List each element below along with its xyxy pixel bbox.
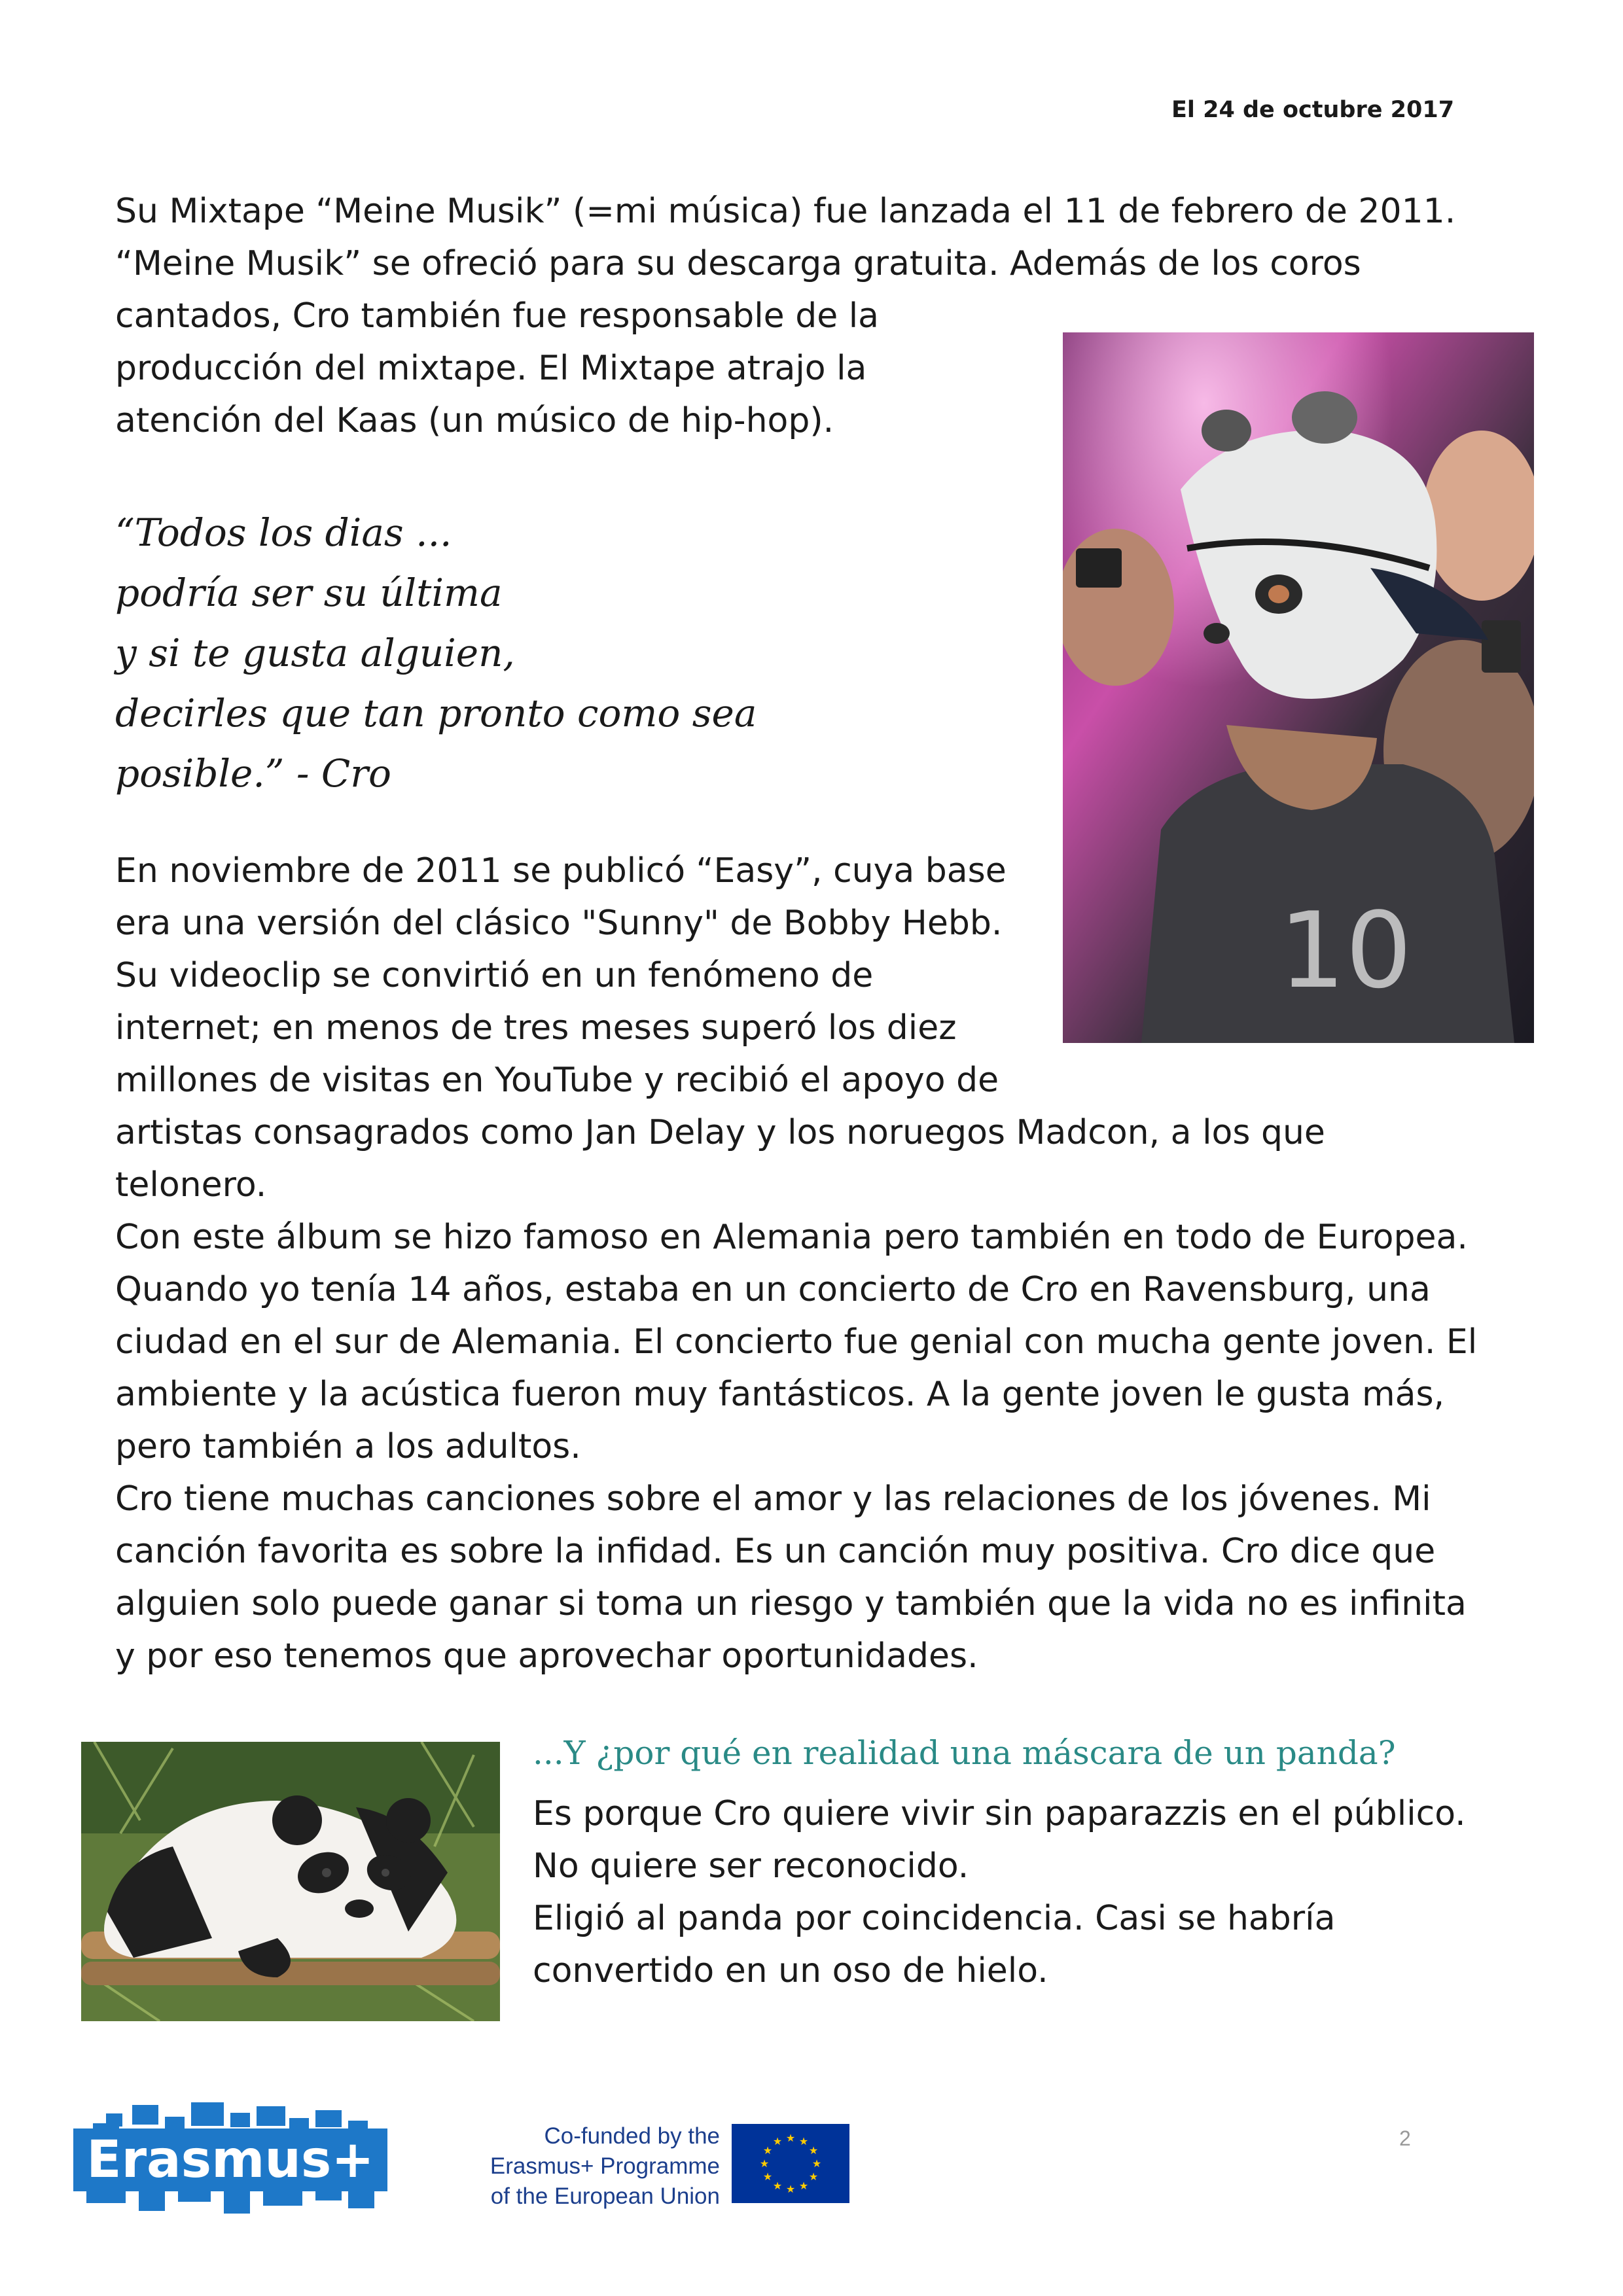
cofunded-notice [445,2121,720,2212]
svg-text:★: ★ [785,2183,796,2195]
panda-line: No quiere ser reconocido. [533,1846,969,1886]
panda-photo [81,1742,500,2021]
cofunded-line: of the European Union [490,2183,720,2209]
intro-line: “Meine Musik” se ofreció para su descarga gratuita. Además de los coros [115,244,1361,283]
svg-text:★: ★ [798,2135,809,2147]
panda-line: Eligió al panda por coincidencia. Casi se habría [533,1899,1336,1938]
main-line: telonero. [115,1165,267,1205]
intro-line: cantados, Cro también fue responsable de la [115,296,880,336]
intro-line: atención del Kaas (un músico de hip-hop). [115,401,834,440]
main-line: ambiente y la acústica fueron muy fantásticos. A la gente joven le gusta más, [115,1375,1445,1414]
main-line: y por eso tenemos que aprovechar oportunidades. [115,1636,978,1676]
quote-line: decirles que tan pronto como sea [115,691,757,735]
main-line: alguien solo puede ganar si toma un riesgo y también que la vida no es infinita [115,1584,1467,1623]
cofunded-line: Erasmus+ Programme [490,2153,720,2179]
main-line: Su videoclip se convirtió en un fenómeno de [115,956,874,995]
main-line: Con este álbum se hizo famoso en Alemania pero también en todo de Europea. [115,1218,1468,1257]
svg-text:★: ★ [808,2144,819,2157]
quote-line: posible.” - Cro [115,751,391,796]
svg-text:★: ★ [759,2157,770,2170]
intro-line: Su Mixtape “Meine Musik” (=mi música) fue lanzada el 11 de febrero de 2011. [115,192,1456,231]
svg-text:10: 10 [1279,889,1412,1012]
main-line: Cro tiene muchas canciones sobre el amor y las relaciones de los jóvenes. Mi [115,1479,1431,1519]
main-line: pero también a los adultos. [115,1427,581,1466]
quote-line: y si te gusta alguien, [115,631,515,675]
svg-text:★: ★ [772,2135,783,2147]
panda-line: Es porque Cro quiere vivir sin paparazzis en el público. [533,1794,1466,1833]
panda-line: convertido en un oso de hielo. [533,1951,1048,1990]
quote-line: “Todos los dias ... [115,510,452,555]
erasmus-logo [73,2097,387,2221]
document-date: El 24 de octubre 2017 [1171,97,1455,123]
main-line: ciudad en el sur de Alemania. El concierto fue genial con mucha gente joven. El [115,1322,1478,1362]
erasmus-logo-text: Erasmus+ [86,2130,374,2189]
main-line: era una versión del clásico "Sunny" de Bobby Hebb. [115,904,1003,943]
svg-text:★: ★ [808,2170,819,2183]
svg-text:★: ★ [785,2132,796,2144]
page-number: 2 [1399,2127,1411,2150]
svg-text:★: ★ [762,2144,773,2157]
cofunded-line: Co-funded by the [544,2123,720,2149]
main-paragraph [115,845,1522,1682]
intro-line: producción del mixtape. El Mixtape atrajo la [115,349,867,388]
panda-section-title: ...Y ¿por qué en realidad una máscara de un panda? [533,1734,1396,1772]
cro-quote [115,503,966,804]
quote-line: podría ser su última [115,571,503,615]
svg-text:★: ★ [812,2157,822,2170]
eu-flag-icon [732,2124,849,2203]
svg-text:★: ★ [762,2170,773,2183]
panda-paragraph [533,1788,1514,1997]
main-line: En noviembre de 2011 se publicó “Easy”, cuya base [115,851,1007,891]
main-line: millones de visitas en YouTube y recibió el apoyo de [115,1061,999,1100]
main-line: canción favorita es sobre la infidad. Es un canción muy positiva. Cro dice que [115,1532,1436,1571]
svg-text:★: ★ [798,2180,809,2192]
main-line: internet; en menos de tres meses superó los diez [115,1008,957,1048]
main-line: artistas consagrados como Jan Delay y los noruegos Madcon, a los que [115,1113,1325,1152]
svg-text:★: ★ [772,2180,783,2192]
main-line: Quando yo tenía 14 años, estaba en un concierto de Cro en Ravensburg, una [115,1270,1431,1309]
